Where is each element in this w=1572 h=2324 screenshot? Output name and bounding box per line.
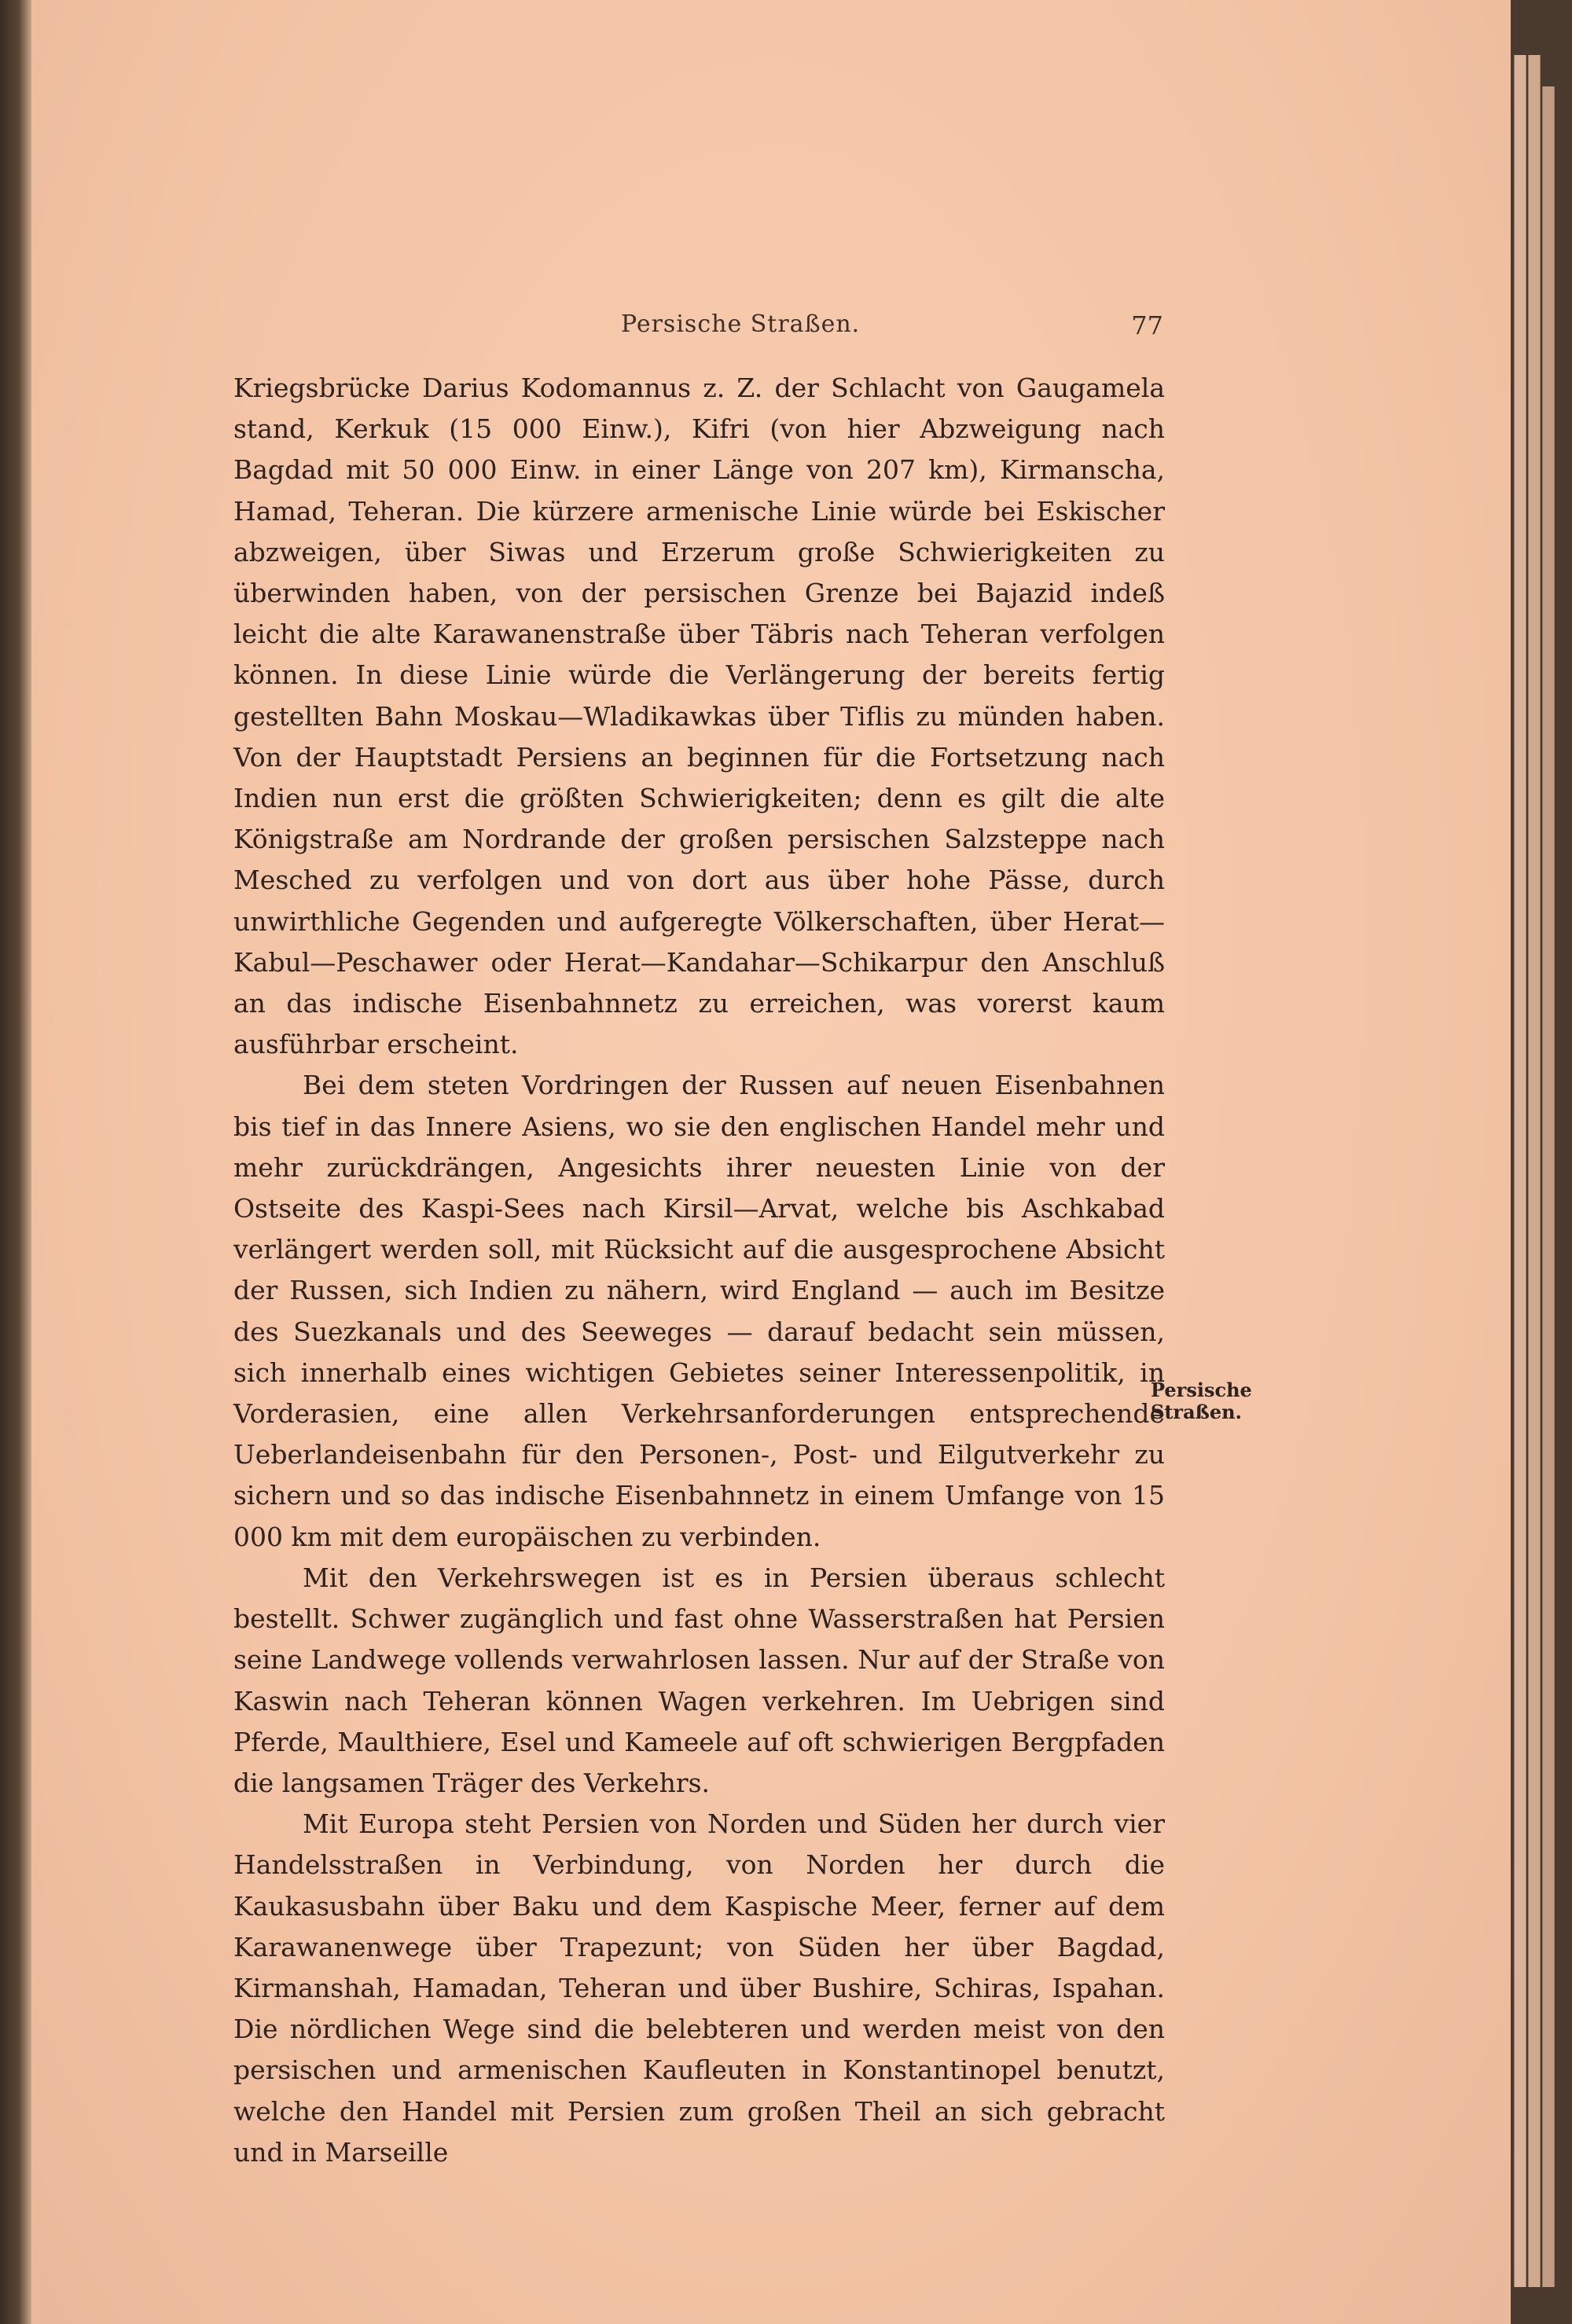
margin-note-line: Straßen. xyxy=(1151,1401,1242,1423)
body-text xyxy=(233,368,1165,2173)
page-edge xyxy=(1528,55,1541,2287)
paragraph-1: Kriegsbrücke Darius Kodomannus z. Z. der Schlacht von Gaugamela stand, Kerkuk (15 000 Einw.), Kifri (von hier Abzweigung nach Bagdad mit 50 000 Einw. in einer Länge von 207 km), Kirmanscha, Hamad, Teheran. Die kürzere armenische Linie würde bei Eskischer abzweigen, über Siwas und Erzerum große Schwierigkeiten zu überwinden haben, von der persischen Grenze bei Bajazid indeß leicht die alte Karawanenstraße über Täbris nach Teheran verfolgen können. In diese Linie würde die Verlängerung der bereits fertig gestellten Bahn Moskau—Wladikawkas über Tiflis zu münden haben. Von der Hauptstadt Persiens an beginnen für die Fortsetzung nach Indien nun erst die größten Schwierigkeiten; denn es gilt die alte Königstraße am Nordrande der großen persischen Salzsteppe nach Mesched zu verfolgen und von dort aus über hohe Pässe, durch unwirthliche Gegenden und aufgeregte Völkerschaften, über Herat—Kabul—Peschawer oder Herat—Kandahar—Schikarpur den Anschluß an das indische Eisenbahnnetz zu erreichen, was vorerst kaum ausführbar erscheint. xyxy=(233,373,1165,1060)
margin-note xyxy=(1151,1379,1276,1423)
page-edge xyxy=(1514,55,1526,2287)
book-binding xyxy=(0,0,31,2324)
page-edge xyxy=(1542,86,1555,2287)
running-title: Persische Straßen. xyxy=(621,310,861,338)
running-head xyxy=(236,310,1163,345)
paragraph-2: Bei dem steten Vordringen der Russen auf neuen Eisenbahnen bis tief in das Innere Asiens, wo sie den englischen Handel mehr und mehr zurückdrängen, Angesichts ihrer neuesten Linie von der Ostseite des Kaspi-Sees nach Kirsil—Arvat, welche bis Aschkabad verlängert werden soll, mit Rücksicht auf die ausgesprochene Absicht der Russen, sich Indien zu nähern, wird England — auch im Besitze des Suezkanals und des Seeweges — darauf bedacht sein müssen, sich innerhalb eines wichtigen Gebietes seiner Interessenpolitik, in Vorderasien, eine allen Verkehrsanforderungen entsprechende Ueberlandeisenbahn für den Personen-, Post- und Eilgutverkehr zu sichern und so das indische Eisenbahnnetz in einem Umfange von 15 000 km mit dem europäischen zu verbinden. xyxy=(233,1070,1165,1552)
margin-note-line: Persische xyxy=(1151,1379,1252,1401)
paragraph-3: Mit den Verkehrswegen ist es in Persien überaus schlecht bestellt. Schwer zugänglich und fast ohne Wasserstraßen hat Persien seine Landwege vollends verwahrlosen lassen. Nur auf der Straße von Kaswin nach Teheran können Wagen verkehren. Im Uebrigen sind Pferde, Maulthiere, Esel und Kameele auf oft schwierigen Bergpfaden die langsamen Träger des Verkehrs. xyxy=(233,1562,1165,1798)
paragraph-4: Mit Europa steht Persien von Norden und Süden her durch vier Handelsstraßen in Verbindung, von Norden her durch die Kaukasusbahn über Baku und dem Kaspische Meer, ferner auf dem Karawanenwege über Trapezunt; von Süden her über Bagdad, Kirmanshah, Hamadan, Teheran und über Bushire, Schiras, Ispahan. Die nördlichen Wege sind die belebteren und werden meist von den persischen und armenischen Kaufleuten in Konstantinopel benutzt, welche den Handel mit Persien zum großen Theil an sich gebracht und in Marseille xyxy=(233,1808,1165,2168)
book-page xyxy=(31,0,1511,2324)
page-number: 77 xyxy=(1131,310,1163,340)
